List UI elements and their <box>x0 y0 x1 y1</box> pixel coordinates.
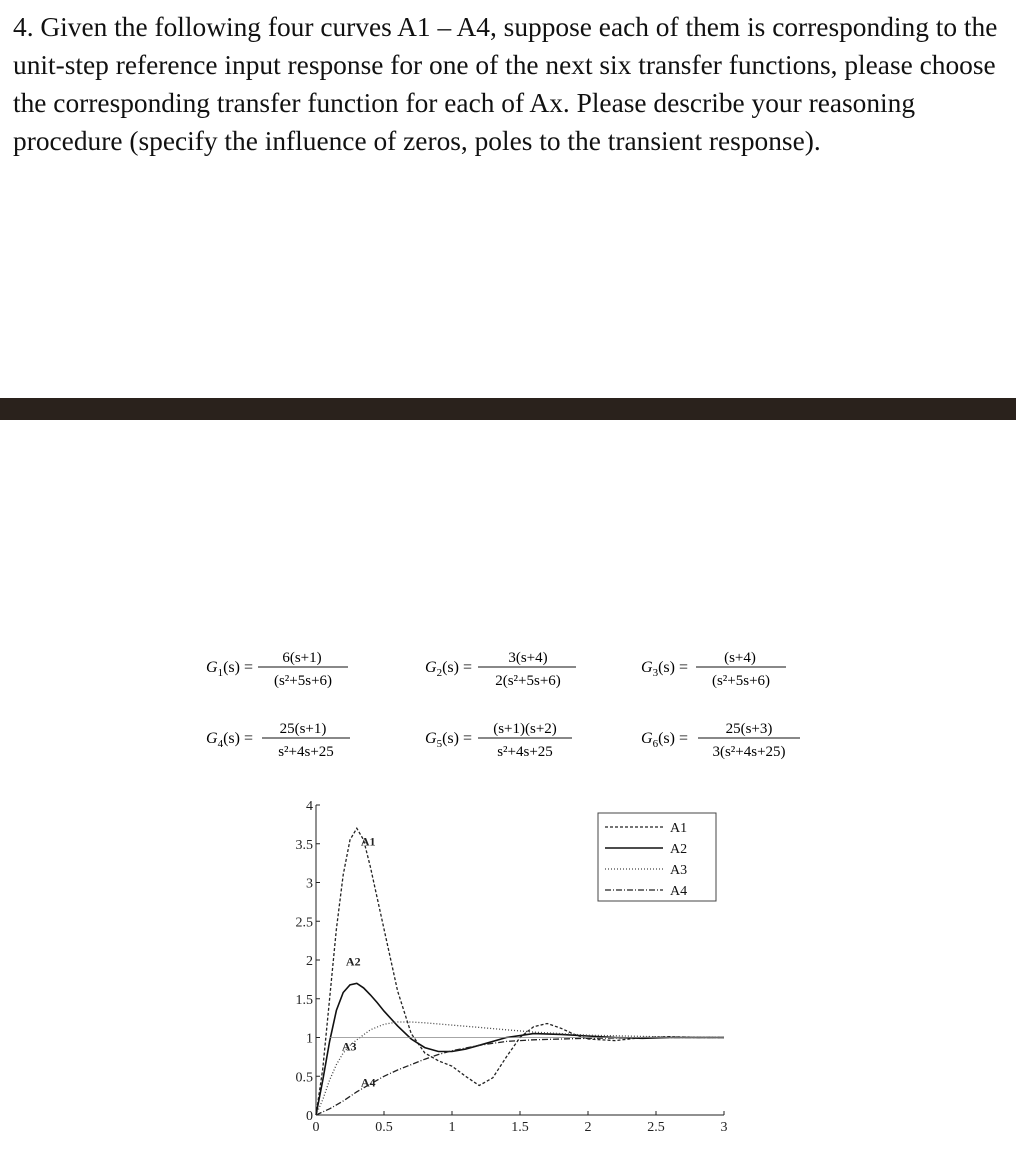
section-divider <box>0 398 1016 420</box>
legend-label-a2: A2 <box>670 842 688 857</box>
tf-g6-numerator: 25(s+3) <box>725 721 773 737</box>
series-a2 <box>316 983 724 1115</box>
x-tick-label: 0 <box>312 1120 320 1135</box>
x-tick-label: 1.5 <box>511 1120 529 1135</box>
tf-g4-denominator: s²+4s+25 <box>278 744 334 760</box>
tf-g2-lhs: $G_2(s)$ = <box>425 659 472 679</box>
legend-label-a1: A1 <box>670 821 688 836</box>
legend-label-a4: A4 <box>670 884 688 899</box>
tf-g5-numerator: (s+1)(s+2) <box>493 721 557 737</box>
x-tick-label: 2.5 <box>647 1120 665 1135</box>
y-tick-label: 2.5 <box>295 915 313 931</box>
x-tick-label: 1 <box>448 1120 456 1135</box>
annotation-a2: A2 <box>345 954 361 969</box>
tf-g1 <box>206 650 348 689</box>
tf-g5 <box>425 721 572 760</box>
x-tick-label: 2 <box>584 1120 592 1135</box>
tf-g6-lhs: $G_6(s)$ = <box>641 730 688 750</box>
tf-g4-numerator: 25(s+1) <box>279 721 327 737</box>
x-tick-label: 3 <box>720 1120 728 1135</box>
annotation-a1: A1 <box>360 834 376 849</box>
y-tick-label: 3.5 <box>295 837 313 853</box>
tf-g4 <box>206 721 350 760</box>
tf-g3-numerator: (s+4) <box>724 650 756 666</box>
legend-label-a3: A3 <box>670 863 688 878</box>
tf-g1-denominator: (s²+5s+6) <box>273 673 333 689</box>
tf-g1-numerator: 6(s+1) <box>282 650 322 666</box>
y-tick-label: 0.5 <box>295 1070 313 1086</box>
tf-g2-numerator: 3(s+4) <box>508 650 548 666</box>
tf-g5-denominator: s²+4s+25 <box>497 744 553 760</box>
tf-g3 <box>641 650 786 689</box>
annotation-a3: A3 <box>341 1039 357 1054</box>
y-tick-label: 0 <box>306 1109 313 1124</box>
figure <box>0 420 1016 1150</box>
legend-box <box>598 813 716 901</box>
y-tick-label: 1 <box>306 1031 313 1047</box>
y-tick-label: 4 <box>306 799 313 814</box>
tf-g5-lhs: $G_5(s)$ = <box>425 730 472 750</box>
question-text: 4. Given the following four curves A1 – A4, suppose each of them is corresponding to the unit-step reference input response for one of the next six transfer functions, please choose the corresponding transfer function for each of Ax. Please describe your reasoning procedure (specify the influence of zeros, poles to the transient response). <box>13 12 998 156</box>
y-tick-label: 2 <box>306 954 313 969</box>
tf-g6 <box>641 721 800 760</box>
tf-g3-lhs: $G_3(s)$ = <box>641 659 688 679</box>
series-a4 <box>316 1038 724 1116</box>
chart-annotations <box>342 834 376 1089</box>
tf-g6-denominator: 3(s²+4s+25) <box>712 744 786 760</box>
tf-g2-denominator: 2(s²+5s+6) <box>495 673 561 689</box>
tf-g1-lhs: $G_1(s)$ = <box>206 659 253 679</box>
tf-g3-denominator: (s²+5s+6) <box>711 673 771 689</box>
tf-g4-lhs: $G_4(s)$ = <box>206 730 253 750</box>
annotation-a4: A4 <box>360 1075 376 1090</box>
x-tick-label: 0.5 <box>375 1120 393 1135</box>
y-tick-label: 1.5 <box>295 992 313 1008</box>
chart-legend <box>598 813 716 901</box>
tf-g2 <box>425 650 576 689</box>
y-tick-label: 3 <box>306 876 313 892</box>
